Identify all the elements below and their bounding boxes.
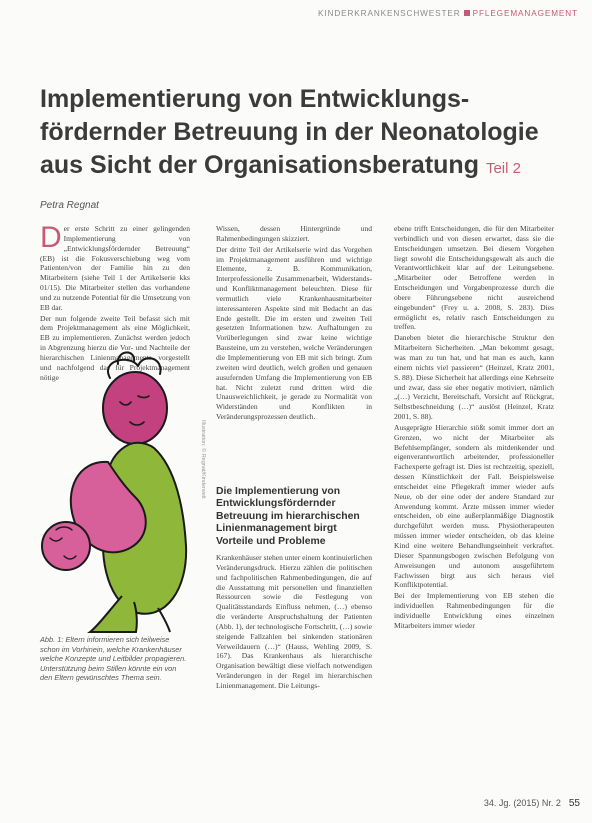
journal-name: KINDERKRANKENSCHWESTER [317, 9, 461, 18]
author-byline: Petra Regnat [40, 200, 99, 211]
body-column-2-continued [216, 553, 372, 691]
paragraph: ebene trifft Entscheidungen, die für den Mitarbeiter verbindlich und von diesen erwartet, dass sie die Entscheidungen umsetzen. Bei diesem Vorgehen liegt sowohl die Entscheidungsgewalt als auch die Verantwortlichkeit klar auf der Leitungsebene. „Mitarbeiter oder Betroffene werden in Entscheidungen und Vorgabenprozesse durch die obere Führungsebene nicht ausreichend eingebunden“ (Frey u. a. 2008, S. 283). Dies ermöglicht es, relativ rasch Entscheidungen zu treffen. [394, 224, 554, 332]
section-name: PFLEGEMANAGEMENT [472, 9, 578, 18]
page-number: 55 [568, 798, 580, 809]
figure-caption: Abb. 1: Eltern informieren sich teilweise schon im Vorhinein, welche Krankenhäuser welche Konzepte und Leitbilder propagieren. Unterstützung beim Stillen könnte ein von den Eltern gewünschtes Thema sein. [40, 635, 187, 683]
mother-head [103, 372, 167, 444]
paragraph: Der erste Schritt zu einer gelingenden Implementierung von „Entwicklungsfördernder Betreuung“ (EB) ist die Fokusverschiebung weg vom Patienten/von der Familie hin zu den Mitarbeitern (siehe Teil 1 der Artikelserie kks 01/15). Die Mitarbeiter stellen das vorhandene und zu nutzende Potential für die Umsetzung von EB dar. [40, 221, 190, 312]
title-bold: Implementierung von Entwicklungs-fördernder Betreuung [40, 85, 470, 146]
baby-head [42, 522, 90, 570]
article-title [40, 83, 580, 185]
paragraph: Daneben bietet die hierarchische Struktur den Mitarbeitern Sicherheiten. „Man bekommt gesagt, was man zu tun hat, und hat man es auch, kann einem nichts viel passieren“ (Heinzel, Kratz 2001, S. 88). Diese Sicherheit hat allerdings eine Kehrseite und zwar, dass sie eher negativ motiviert, nämlich „(…) Verzicht, Bereitschaft, Vorsicht auf Rückgrat, Selbstbeschneidung (…)“ auslöst (Heinzel, Kratz 2001, S. 88). [394, 333, 554, 422]
header-square-icon [464, 10, 470, 16]
paragraph: Wissen, dessen Hintergründe und Rahmenbedingungen skizziert. [216, 224, 372, 243]
title-regular: in der Neonatologie aus Sicht der Organisationsberatung [40, 118, 539, 179]
body-column-3 [394, 224, 554, 631]
page-footer [484, 798, 580, 809]
drop-cap: D [40, 221, 62, 254]
section-heading: Die Implementierung von Entwicklungsfördernder Betreuung im hierarchischen Linienmanagement birgt Vorteile und Probleme [216, 486, 360, 547]
running-header [318, 9, 578, 18]
paragraph: Der dritte Teil der Artikelserie wird das Vorgehen im Projektmanagement ausführen und wichtige Elemente, z. B. Kommunikation, Interprofessionelle Zusammenarbeit, Widerstands- und Konfliktmanagement beleuchten. Diese für vermutlich viele Krankenhausmitarbeiter interessanteren Aspekte sind mit Bedacht an das Ende gestellt. Die im ersten und zweiten Teil gesetzten Informationen bzw. Aufhaltungen zu Vorüberlegungen sind zwar keine wichtige Bausteine, um zu verstehen, welche Veränderungen die Implementierung von EB mit sich bringt. Zum zweiten wird deutlich, welch großen und genauen ausufernden Umfang die Implementierung von EB hat. Nicht zuletzt rund dritten wird die Unausweichlichkeit, je gerade zu Normalität von Widerständen und Konflikten in Veränderungsprozessen deutlich. [216, 244, 372, 422]
title-part: Teil 2 [485, 160, 521, 177]
paragraph: Ausgeprägte Hierarchie stößt somit immer dort an Grenzen, wo nicht der Mitarbeiter als Befehlsempfänger, sondern als mitdenkender und eigenverantwortlich arbeitender, professioneller Fachexperte gefragt ist. Dies ist rechtzeitig, speziell, dessen Künstlichkeit der Fall. Beispielsweise entscheidet eine Pflegekraft immer wieder aufs Neue, ob der eine oder der andere Standard zur Anwendung kommt. Ärzte müssen immer wieder entscheiden, ob eine außerplanmäßige Diagnostik durchgeführt werden muss. Physiotherapeuten müssen immer wieder entscheiden, ob das kleine Kind eine weitere Behandlungseinheit verkraftet. Dieser Spannungsbogen zwischen Befolgung von Anweisungen und autonom ausgeführtem Fachwissen birgt aus sich heraus viel Konfliktpotential. [394, 422, 554, 590]
paragraph: Krankenhäuser stehen unter einem kontinuierlichen Veränderungsdruck. Hierzu zählen die politischen und fachpolitischen Rahmenbedingungen, die auf die Ausstattung mit personellen und finanziellen Ressourcen sowie die Festlegung von Qualitätsstandards Einfluss nehmen, (…) ebenso die veränderte Anspruchshaltung der Patienten (Abb. 1), der technologische Fortschritt, (…) sowie steigende Fallzahlen bei sinkenden stationären Verweildauern (…)“ (Hauss, Wehling 2009, S. 167). Das Krankenhaus als hierarchische Organisation bewältigt diese vielfach notwendigen Veränderungen in der Regel im hierarchischen Linienmanagement. Die Leitungs- [216, 553, 372, 690]
section-heading-wrap [216, 486, 372, 548]
illustration-mother-breastfeeding [38, 350, 188, 635]
paragraph: Der nun folgende zweite Teil befasst sich mit dem Projektmanagement als eine Möglichkeit, EB zu implementieren. Zunächst werden jedoch in Abgrenzung hierzu die Vor- und Nachteile der hierarchischen Linienmanagements vorgestellt und nachfolgend das für Projektmanagement nötige [40, 313, 190, 382]
issue-info: 34. Jg. (2015) Nr. 2 [483, 798, 561, 808]
illustration-credit: Illustration: © Regnat/Kinderwelt [200, 420, 206, 499]
paragraph: Bei der Implementierung von EB stehen die individuellen Rahmenbedingungen für die individuelle Entwicklung eines einzelnen Mitarbeiters immer wieder [394, 591, 554, 630]
body-column-2 [216, 224, 372, 422]
